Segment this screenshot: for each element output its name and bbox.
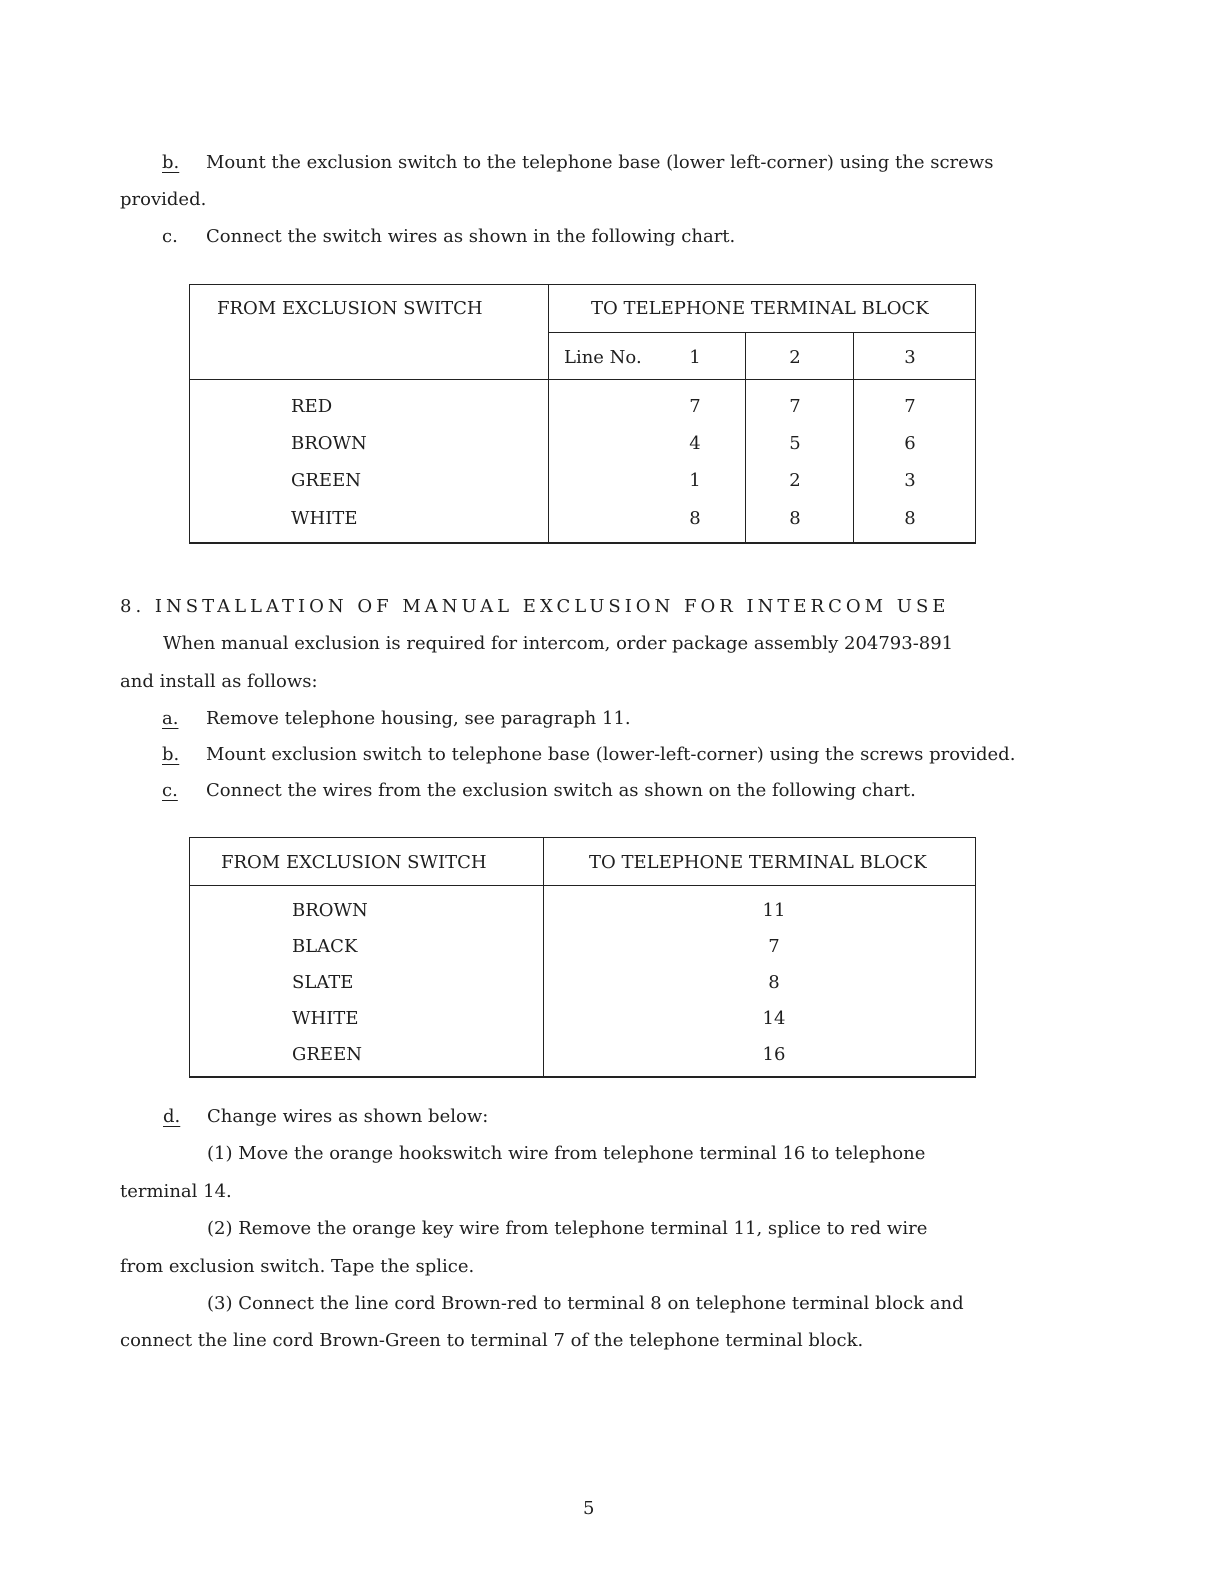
paragraph-text: Remove telephone housing, see paragraph 11.: [206, 708, 631, 729]
line-number-2: 2: [789, 347, 801, 368]
terminal-value: 1: [689, 470, 701, 491]
paragraph-text: Connect the wires from the exclusion switch as shown on the following chart.: [206, 780, 916, 801]
paragraph-text: and install as follows:: [120, 671, 318, 692]
paragraph-text: Connect the switch wires as shown in the following chart.: [206, 226, 736, 247]
wire-color: GREEN: [292, 1044, 362, 1065]
sub-item-3: (3) Connect the line cord Brown-red to terminal 8 on telephone terminal block and: [207, 1293, 964, 1314]
line-number-1: 1: [689, 347, 701, 368]
wire-color: BROWN: [292, 900, 368, 921]
terminal-value: 4: [689, 433, 701, 454]
line-number-label: Line No.: [564, 347, 642, 368]
terminal-value: 8: [789, 508, 801, 529]
terminal-value: 11: [762, 900, 786, 921]
page-number: 5: [583, 1498, 595, 1519]
sub-item-2: (2) Remove the orange key wire from telephone terminal 11, splice to red wire: [207, 1218, 928, 1239]
wire-color: BLACK: [292, 936, 358, 957]
paragraph-text: Change wires as shown below:: [207, 1106, 489, 1127]
terminal-value: 14: [762, 1008, 786, 1029]
wire-color: GREEN: [291, 470, 361, 491]
terminal-value: 2: [789, 470, 801, 491]
item-marker-b: b.: [162, 744, 180, 765]
terminal-value: 8: [904, 508, 916, 529]
item-marker-b: b.: [162, 152, 180, 173]
sub-item-1-cont: terminal 14.: [120, 1181, 232, 1202]
item-marker-a: a.: [162, 708, 179, 729]
terminal-value: 8: [689, 508, 701, 529]
table-header-from: FROM EXCLUSION SWITCH: [217, 298, 483, 319]
wire-color: RED: [291, 396, 333, 417]
wire-color: WHITE: [291, 508, 358, 529]
wire-color: BROWN: [291, 433, 367, 454]
paragraph-text: When manual exclusion is required for intercom, order package assembly 204793-891: [163, 633, 954, 654]
item-marker-d: d.: [163, 1106, 181, 1127]
sub-item-3-cont: connect the line cord Brown-Green to terminal 7 of the telephone terminal block.: [120, 1330, 864, 1351]
paragraph-text: Mount exclusion switch to telephone base (lower-left-corner) using the screws provided.: [206, 744, 1016, 765]
item-marker-c: c.: [162, 226, 178, 247]
terminal-value: 6: [904, 433, 916, 454]
line-number-3: 3: [904, 347, 916, 368]
terminal-value: 3: [904, 470, 916, 491]
terminal-value: 5: [789, 433, 801, 454]
sub-item-2-cont: from exclusion switch. Tape the splice.: [120, 1256, 475, 1277]
terminal-value: 8: [768, 972, 780, 993]
terminal-value: 7: [904, 396, 916, 417]
paragraph-text: Mount the exclusion switch to the telephone base (lower left-corner) using the screws: [206, 152, 994, 173]
sub-item-1: (1) Move the orange hookswitch wire from telephone terminal 16 to telephone: [207, 1143, 926, 1164]
wire-color: SLATE: [292, 972, 354, 993]
paragraph-text: provided.: [120, 189, 207, 210]
terminal-value: 7: [689, 396, 701, 417]
table-header-to: TO TELEPHONE TERMINAL BLOCK: [589, 852, 927, 873]
terminal-value: 7: [768, 936, 780, 957]
item-marker-c: c.: [162, 780, 178, 801]
terminal-value: 7: [789, 396, 801, 417]
table-header-to: TO TELEPHONE TERMINAL BLOCK: [591, 298, 929, 319]
table-header-from: FROM EXCLUSION SWITCH: [221, 852, 487, 873]
terminal-value: 16: [762, 1044, 786, 1065]
wire-color: WHITE: [292, 1008, 359, 1029]
section-heading: 8. INSTALLATION OF MANUAL EXCLUSION FOR INTERCOM USE: [120, 596, 950, 617]
